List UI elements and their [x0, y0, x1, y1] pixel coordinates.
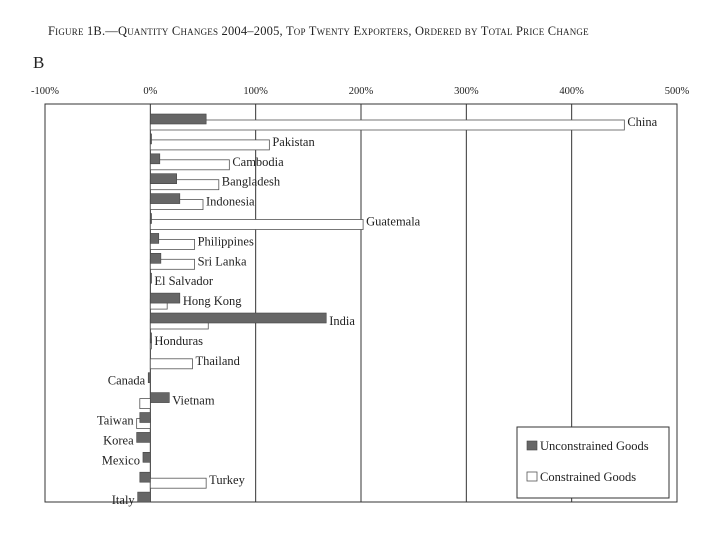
bar-unconstrained [138, 492, 151, 502]
bar-unconstrained [150, 214, 151, 224]
bar-unconstrained [148, 373, 150, 383]
legend-swatch-constrained [527, 472, 537, 481]
category-label: Thailand [195, 353, 240, 368]
bar-constrained [140, 399, 151, 409]
bar-unconstrained [143, 452, 150, 462]
bar-unconstrained [150, 134, 151, 144]
x-tick-label: 100% [243, 86, 268, 97]
category-label: Pakistan [272, 134, 315, 149]
bar-unconstrained [140, 413, 151, 423]
x-tick-label: 200% [348, 86, 374, 97]
x-tick-label: 300% [454, 86, 479, 97]
category-label: Bangladesh [221, 174, 281, 189]
x-tick-label: 0% [143, 86, 158, 97]
bar-unconstrained [150, 313, 326, 323]
category-label: Philippines [197, 234, 254, 249]
category-label: Hong Kong [182, 294, 242, 309]
bar-unconstrained [150, 273, 151, 283]
figure-title: Figure 1B.—Quantity Changes 2004–2005, Top Twenty Exporters, Ordered by Total Price Change [48, 24, 589, 38]
bar-constrained [150, 120, 624, 130]
category-label: Mexico [101, 453, 140, 468]
x-tick-label: -100% [31, 86, 59, 97]
category-label: Turkey [209, 473, 245, 488]
category-label: Vietnam [172, 393, 215, 408]
legend-swatch-unconstrained [527, 441, 537, 450]
category-label: Canada [107, 373, 146, 388]
category-label: Guatemala [366, 214, 421, 229]
category-label: El Salvador [154, 274, 214, 289]
category-label: India [329, 314, 355, 328]
bar-unconstrained [150, 253, 161, 263]
bar-unconstrained [137, 432, 151, 442]
bar-unconstrained [150, 293, 179, 303]
panel-label: B [33, 53, 45, 72]
category-label: Taiwan [97, 413, 134, 428]
category-label: Korea [103, 433, 134, 448]
legend-box [517, 427, 669, 498]
category-label: Sri Lanka [197, 254, 247, 269]
bar-constrained [150, 160, 229, 170]
x-tick-label: 400% [559, 86, 584, 97]
category-label: China [627, 115, 658, 129]
bar-unconstrained [140, 472, 151, 482]
bar-unconstrained [150, 393, 169, 403]
bar-unconstrained [150, 174, 176, 184]
bar-constrained [150, 140, 269, 150]
x-tick-label: 500% [664, 86, 690, 97]
bar-unconstrained [150, 233, 158, 243]
bar-constrained [150, 359, 192, 369]
bar-constrained [150, 220, 363, 230]
category-label: Italy [111, 493, 135, 508]
bar-unconstrained [150, 194, 179, 204]
legend-label-unconstrained: Unconstrained Goods [540, 439, 649, 453]
category-label: Cambodia [232, 154, 284, 169]
bar-unconstrained [150, 154, 159, 164]
category-label: Honduras [154, 333, 203, 348]
bar-constrained [150, 478, 206, 488]
legend-label-constrained: Constrained Goods [540, 470, 637, 484]
bar-unconstrained [150, 114, 206, 124]
bar-unconstrained [150, 333, 151, 343]
category-label: Indonesia [206, 194, 255, 209]
